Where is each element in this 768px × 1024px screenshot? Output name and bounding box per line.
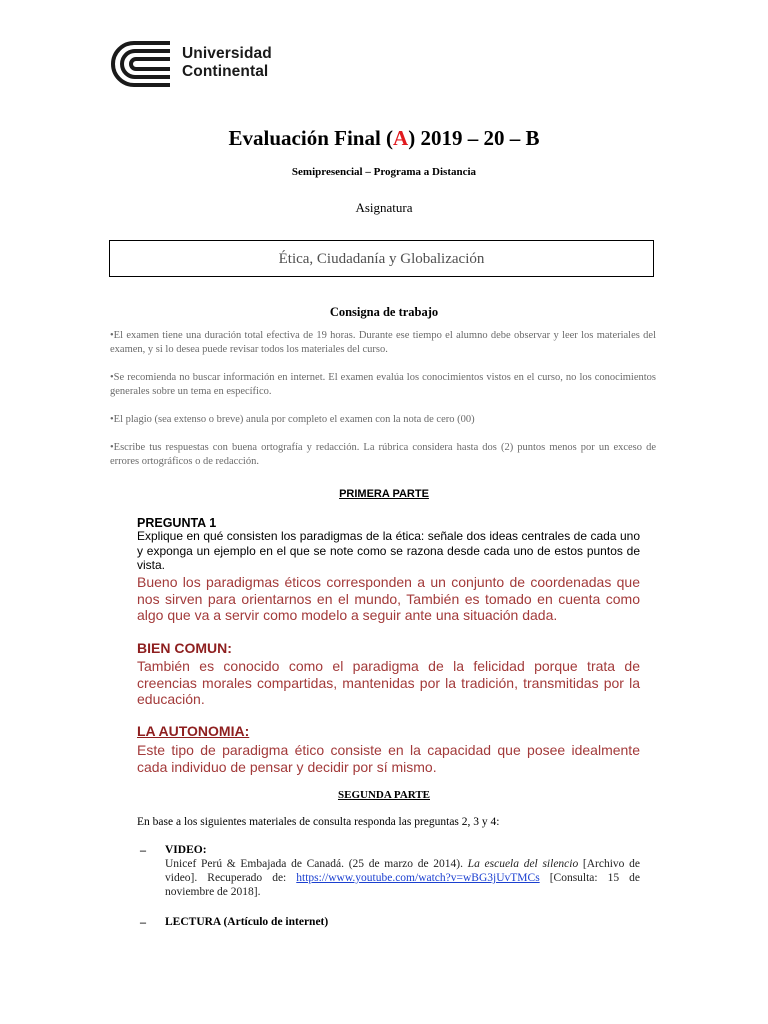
video-citation-title: La escuela del silencio	[467, 858, 579, 870]
asignatura-label: Asignatura	[355, 200, 413, 215]
title-letter: A	[393, 126, 409, 150]
rule-item: •El examen tiene una duración total efectiva de 19 horas. Durante ese tiempo el alumno debe observar y leer los materiales del examen, y si lo desea puede revisar todos los materiales del curso.	[110, 330, 656, 355]
video-heading: VIDEO:	[165, 844, 207, 856]
list-dash: –	[140, 915, 146, 929]
question-1-title: PREGUNTA 1	[137, 516, 217, 530]
course-name-box: Ética, Ciudadanía y Globalización	[109, 240, 654, 277]
title-prefix: Evaluación Final (	[228, 126, 394, 150]
primera-parte-heading: PRIMERA PARTE	[339, 488, 429, 500]
exam-subtitle: Semipresencial – Programa a Distancia	[291, 166, 477, 178]
autonomia-text: Este tipo de paradigma ético consiste en la capacidad que posee idealmente cada individuo de pensar y decidir por sí mismo.	[137, 742, 640, 775]
logo-line-2: Continental	[182, 63, 269, 80]
logo-line-1: Universidad	[182, 45, 272, 62]
continental-logo-icon	[108, 40, 172, 88]
list-dash: –	[140, 843, 146, 857]
question-1-text: Explique en qué consisten los paradigmas de la ética: señale dos ideas centrales de cada uno y exponga un ejemplo en el que se note como se razona desde cada uno de estos puntos de vista.	[137, 529, 640, 572]
exam-title	[0, 126, 768, 151]
consigna-heading: Consigna de trabajo	[329, 305, 439, 319]
video-link[interactable]: https://www.youtube.com/watch?v=wBG3jUvTMCs	[296, 872, 540, 884]
rule-item: •Escribe tus respuestas con buena ortografía y redacción. La rúbrica considera hasta dos (2) puntos menos por un exceso de errores ortográficos o de redacción.	[110, 442, 656, 467]
video-citation	[165, 857, 640, 899]
lectura-heading: LECTURA (Artículo de internet)	[165, 916, 329, 928]
video-citation-part-1: Unicef Perú & Embajada de Canadá. (25 de marzo de 2014).	[165, 858, 468, 870]
university-logo	[108, 40, 308, 88]
autonomia-heading: LA AUTONOMIA:	[137, 723, 250, 739]
video-citation-part-3: [Consulta: 15 de noviembre de 2018].	[165, 872, 640, 898]
rule-item: •Se recomienda no buscar información en internet. El examen evalúa los conocimientos vistos en el curso, no los conocimientos generales sobre un tema en específico.	[110, 372, 656, 397]
segunda-parte-heading: SEGUNDA PARTE	[337, 789, 430, 801]
title-suffix: ) 2019 – 20 – B	[408, 126, 540, 150]
rule-item: •El plagio (sea extenso o breve) anula por completo el examen con la nota de cero (00)	[110, 414, 475, 425]
logo-wordmark	[182, 45, 272, 81]
bien-comun-heading: BIEN COMUN:	[137, 640, 232, 656]
answer-intro: Bueno los paradigmas éticos corresponden a un conjunto de coordenadas que nos sirven para orientarnos en el mundo, También es tomado en cuenta como algo que va a servir como modelo a seguir ante una situación dada.	[137, 574, 640, 623]
video-citation-part-2: [Archivo de video]. Recuperado de:	[165, 858, 640, 884]
bien-comun-text: También es conocido como el paradigma de la felicidad porque trata de creencias morales compartidas, mantenidas por la tradición, transmitidas por la educación.	[137, 658, 640, 707]
segunda-parte-intro: En base a los siguientes materiales de consulta responda las preguntas 2, 3 y 4:	[137, 816, 500, 828]
